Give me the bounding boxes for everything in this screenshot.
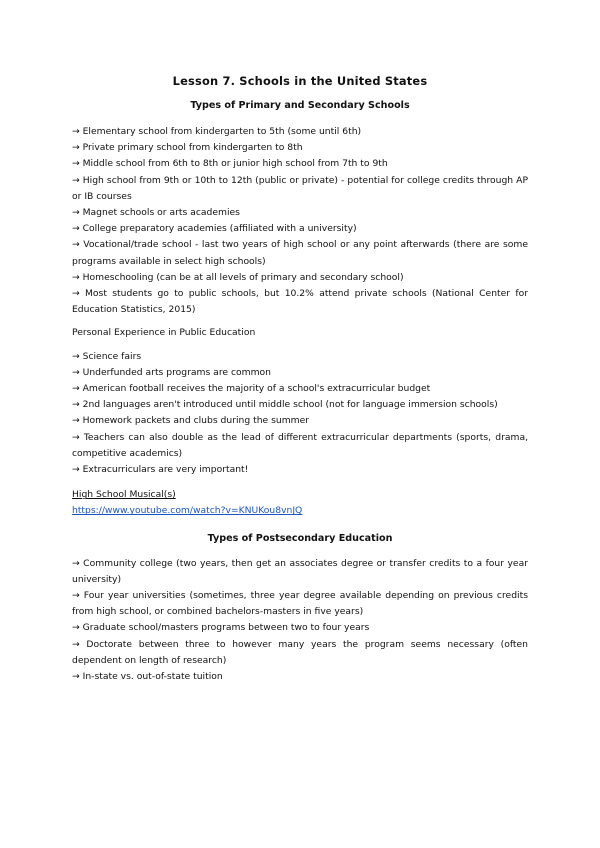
list-item: → Teachers can also double as the lead of different extracurricular departments (sports, drama, competitive academics) <box>72 431 528 459</box>
list-item: → Homeschooling (can be at all levels of primary and secondary school) <box>72 271 404 283</box>
list-item: → College preparatory academies (affiliated with a university) <box>72 223 357 235</box>
list-item: → Vocational/trade school - last two years of high school or any point afterwards (there are some programs available in select high schools) <box>72 239 528 267</box>
list-item: → Homework packets and clubs during the summer <box>72 415 310 427</box>
list-item: → In-state vs. out-of-state tuition <box>72 671 223 683</box>
list-item: → High school from 9th or 10th to 12th (public or private) - potential for college credits through AP or IB courses <box>72 174 528 202</box>
list-item: → American football receives the majority of a school's extracurricular budget <box>72 383 431 395</box>
list-item: → Science fairs <box>72 350 142 362</box>
list-item: → Underfunded arts programs are common <box>72 366 271 378</box>
document-page <box>72 70 528 685</box>
youtube-link[interactable]: https://www.youtube.com/watch?v=KNUKou8vnJQ <box>72 505 303 517</box>
list-item: → Four year universities (sometimes, three year degree available depending on previous credits from high school, or combined bachelors-masters in five years) <box>72 590 528 618</box>
list-item: → Elementary school from kindergarten to 5th (some until 6th) <box>72 126 362 137</box>
list-item: → Graduate school/masters programs between two to four years <box>72 622 370 634</box>
list-item: → Middle school from 6th to 8th or junior high school from 7th to 9th <box>72 158 388 170</box>
list-item: → Community college (two years, then get an associates degree or transfer credits to a four year university) <box>72 557 528 585</box>
primary-secondary-list <box>72 124 528 318</box>
personal-experience-heading: Personal Experience in Public Education <box>72 327 256 339</box>
list-item: → Magnet schools or arts academies <box>72 207 240 219</box>
postsecondary-list <box>72 556 528 686</box>
postsecondary-heading: Types of Postsecondary Education <box>207 532 393 544</box>
list-item: → Extracurriculars are very important! <box>72 464 249 476</box>
primary-secondary-heading: Types of Primary and Secondary Schools <box>190 100 410 111</box>
list-item: → Most students go to public schools, but 10.2% attend private schools (National Center for Education Statistics, 2015) <box>72 288 528 316</box>
list-item: → Doctorate between three to however many years the program seems necessary (often dependent on length of research) <box>72 638 528 666</box>
page-title: Lesson 7. Schools in the United States <box>172 74 428 88</box>
personal-experience-list <box>72 349 528 479</box>
list-item: → Private primary school from kindergarten to 8th <box>72 142 303 154</box>
list-item: → 2nd languages aren't introduced until middle school (not for language immersion schools) <box>72 399 498 411</box>
media-label[interactable]: High School Musical(s) <box>72 489 176 501</box>
